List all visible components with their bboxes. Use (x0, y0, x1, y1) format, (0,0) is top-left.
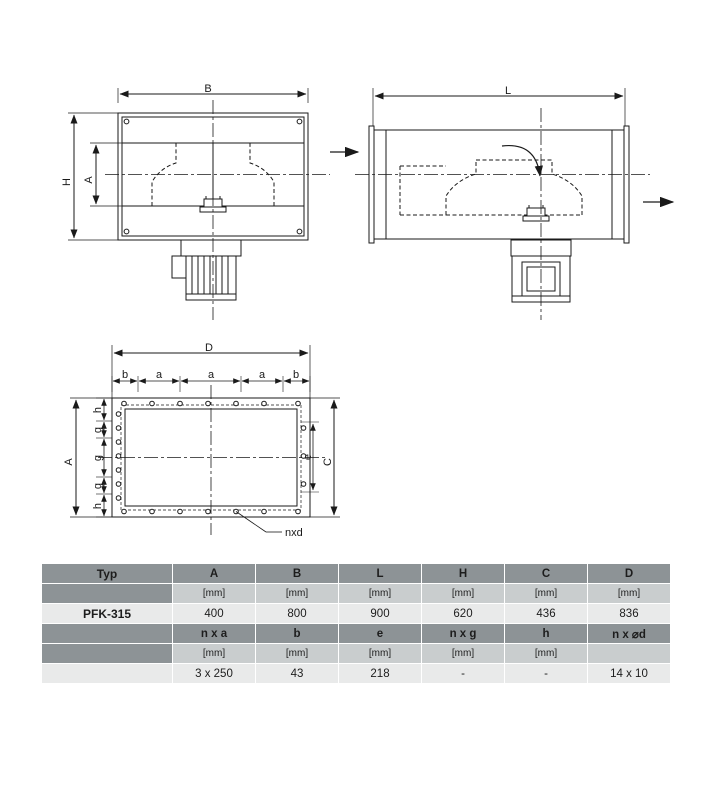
label-A-top: A (63, 458, 75, 466)
side-view (330, 88, 673, 320)
label-L: L (504, 85, 512, 97)
label-e: e (302, 453, 314, 461)
cell-nxg-unit: [mm] (422, 644, 505, 664)
label-nxd: nxd (285, 527, 303, 539)
cell-nxg-header: n x g (422, 624, 505, 644)
label-B: B (204, 83, 212, 95)
table-row-values-2 (42, 664, 671, 684)
cell-B-value: 800 (256, 604, 339, 624)
table-row-header-2 (42, 624, 671, 644)
cell-L-value: 900 (339, 604, 422, 624)
label-A-front: A (83, 176, 95, 184)
cell-C-value: 436 (505, 604, 588, 624)
cell-typ-unit-blank (42, 584, 173, 604)
cell-B-header: B (256, 564, 339, 584)
table-row-units-1 (42, 584, 671, 604)
label-h-top: h (92, 406, 104, 414)
cell-h-value: - (505, 664, 588, 684)
cell-e-unit: [mm] (339, 644, 422, 664)
table-row-header-1 (42, 564, 671, 584)
label-g-2: g (92, 454, 104, 462)
label-h-bottom: h (92, 502, 104, 510)
cell-e-value: 218 (339, 664, 422, 684)
cell-A-unit: [mm] (173, 584, 256, 604)
cell-nxd-header: n x ⌀d (588, 624, 671, 644)
specification-table-wrapper (41, 563, 663, 684)
cell-nxg-value: - (422, 664, 505, 684)
label-a-1: a (155, 369, 163, 381)
cell-D-unit: [mm] (588, 584, 671, 604)
table-row-values-1 (42, 604, 671, 624)
cell-D-value: 836 (588, 604, 671, 624)
top-view (70, 345, 340, 535)
cell-typ-unit-blank-2 (42, 644, 173, 664)
cell-L-header: L (339, 564, 422, 584)
cell-C-header: C (505, 564, 588, 584)
front-view (68, 88, 330, 320)
cell-A-value: 400 (173, 604, 256, 624)
label-C: C (322, 458, 334, 466)
label-a-3: a (258, 369, 266, 381)
cell-H-unit: [mm] (422, 584, 505, 604)
cell-A-header: A (173, 564, 256, 584)
label-g-3: g (92, 482, 104, 490)
cell-D-header: D (588, 564, 671, 584)
label-a-2: a (207, 369, 215, 381)
cell-C-unit: [mm] (505, 584, 588, 604)
cell-typ-value-2 (42, 664, 173, 684)
cell-nxa-value: 3 x 250 (173, 664, 256, 684)
label-b-left: b (121, 369, 129, 381)
table-row-units-2 (42, 644, 671, 664)
cell-typ-value: PFK-315 (42, 604, 173, 624)
cell-b-unit: [mm] (256, 644, 339, 664)
label-D: D (205, 342, 213, 354)
cell-b-value: 43 (256, 664, 339, 684)
cell-H-header: H (422, 564, 505, 584)
cell-e-header: e (339, 624, 422, 644)
cell-nxd-value: 14 x 10 (588, 664, 671, 684)
cell-nxd-unit (588, 644, 671, 664)
cell-h-unit: [mm] (505, 644, 588, 664)
cell-typ-header: Typ (42, 564, 173, 584)
cell-nxa-unit: [mm] (173, 644, 256, 664)
cell-L-unit: [mm] (339, 584, 422, 604)
specification-table (41, 563, 671, 684)
cell-H-value: 620 (422, 604, 505, 624)
cell-typ-header-2 (42, 624, 173, 644)
cell-b-header: b (256, 624, 339, 644)
label-H: H (61, 178, 73, 186)
label-g-1: g (92, 426, 104, 434)
cell-h-header: h (505, 624, 588, 644)
cell-B-unit: [mm] (256, 584, 339, 604)
cell-nxa-header: n x a (173, 624, 256, 644)
label-b-right: b (292, 369, 300, 381)
